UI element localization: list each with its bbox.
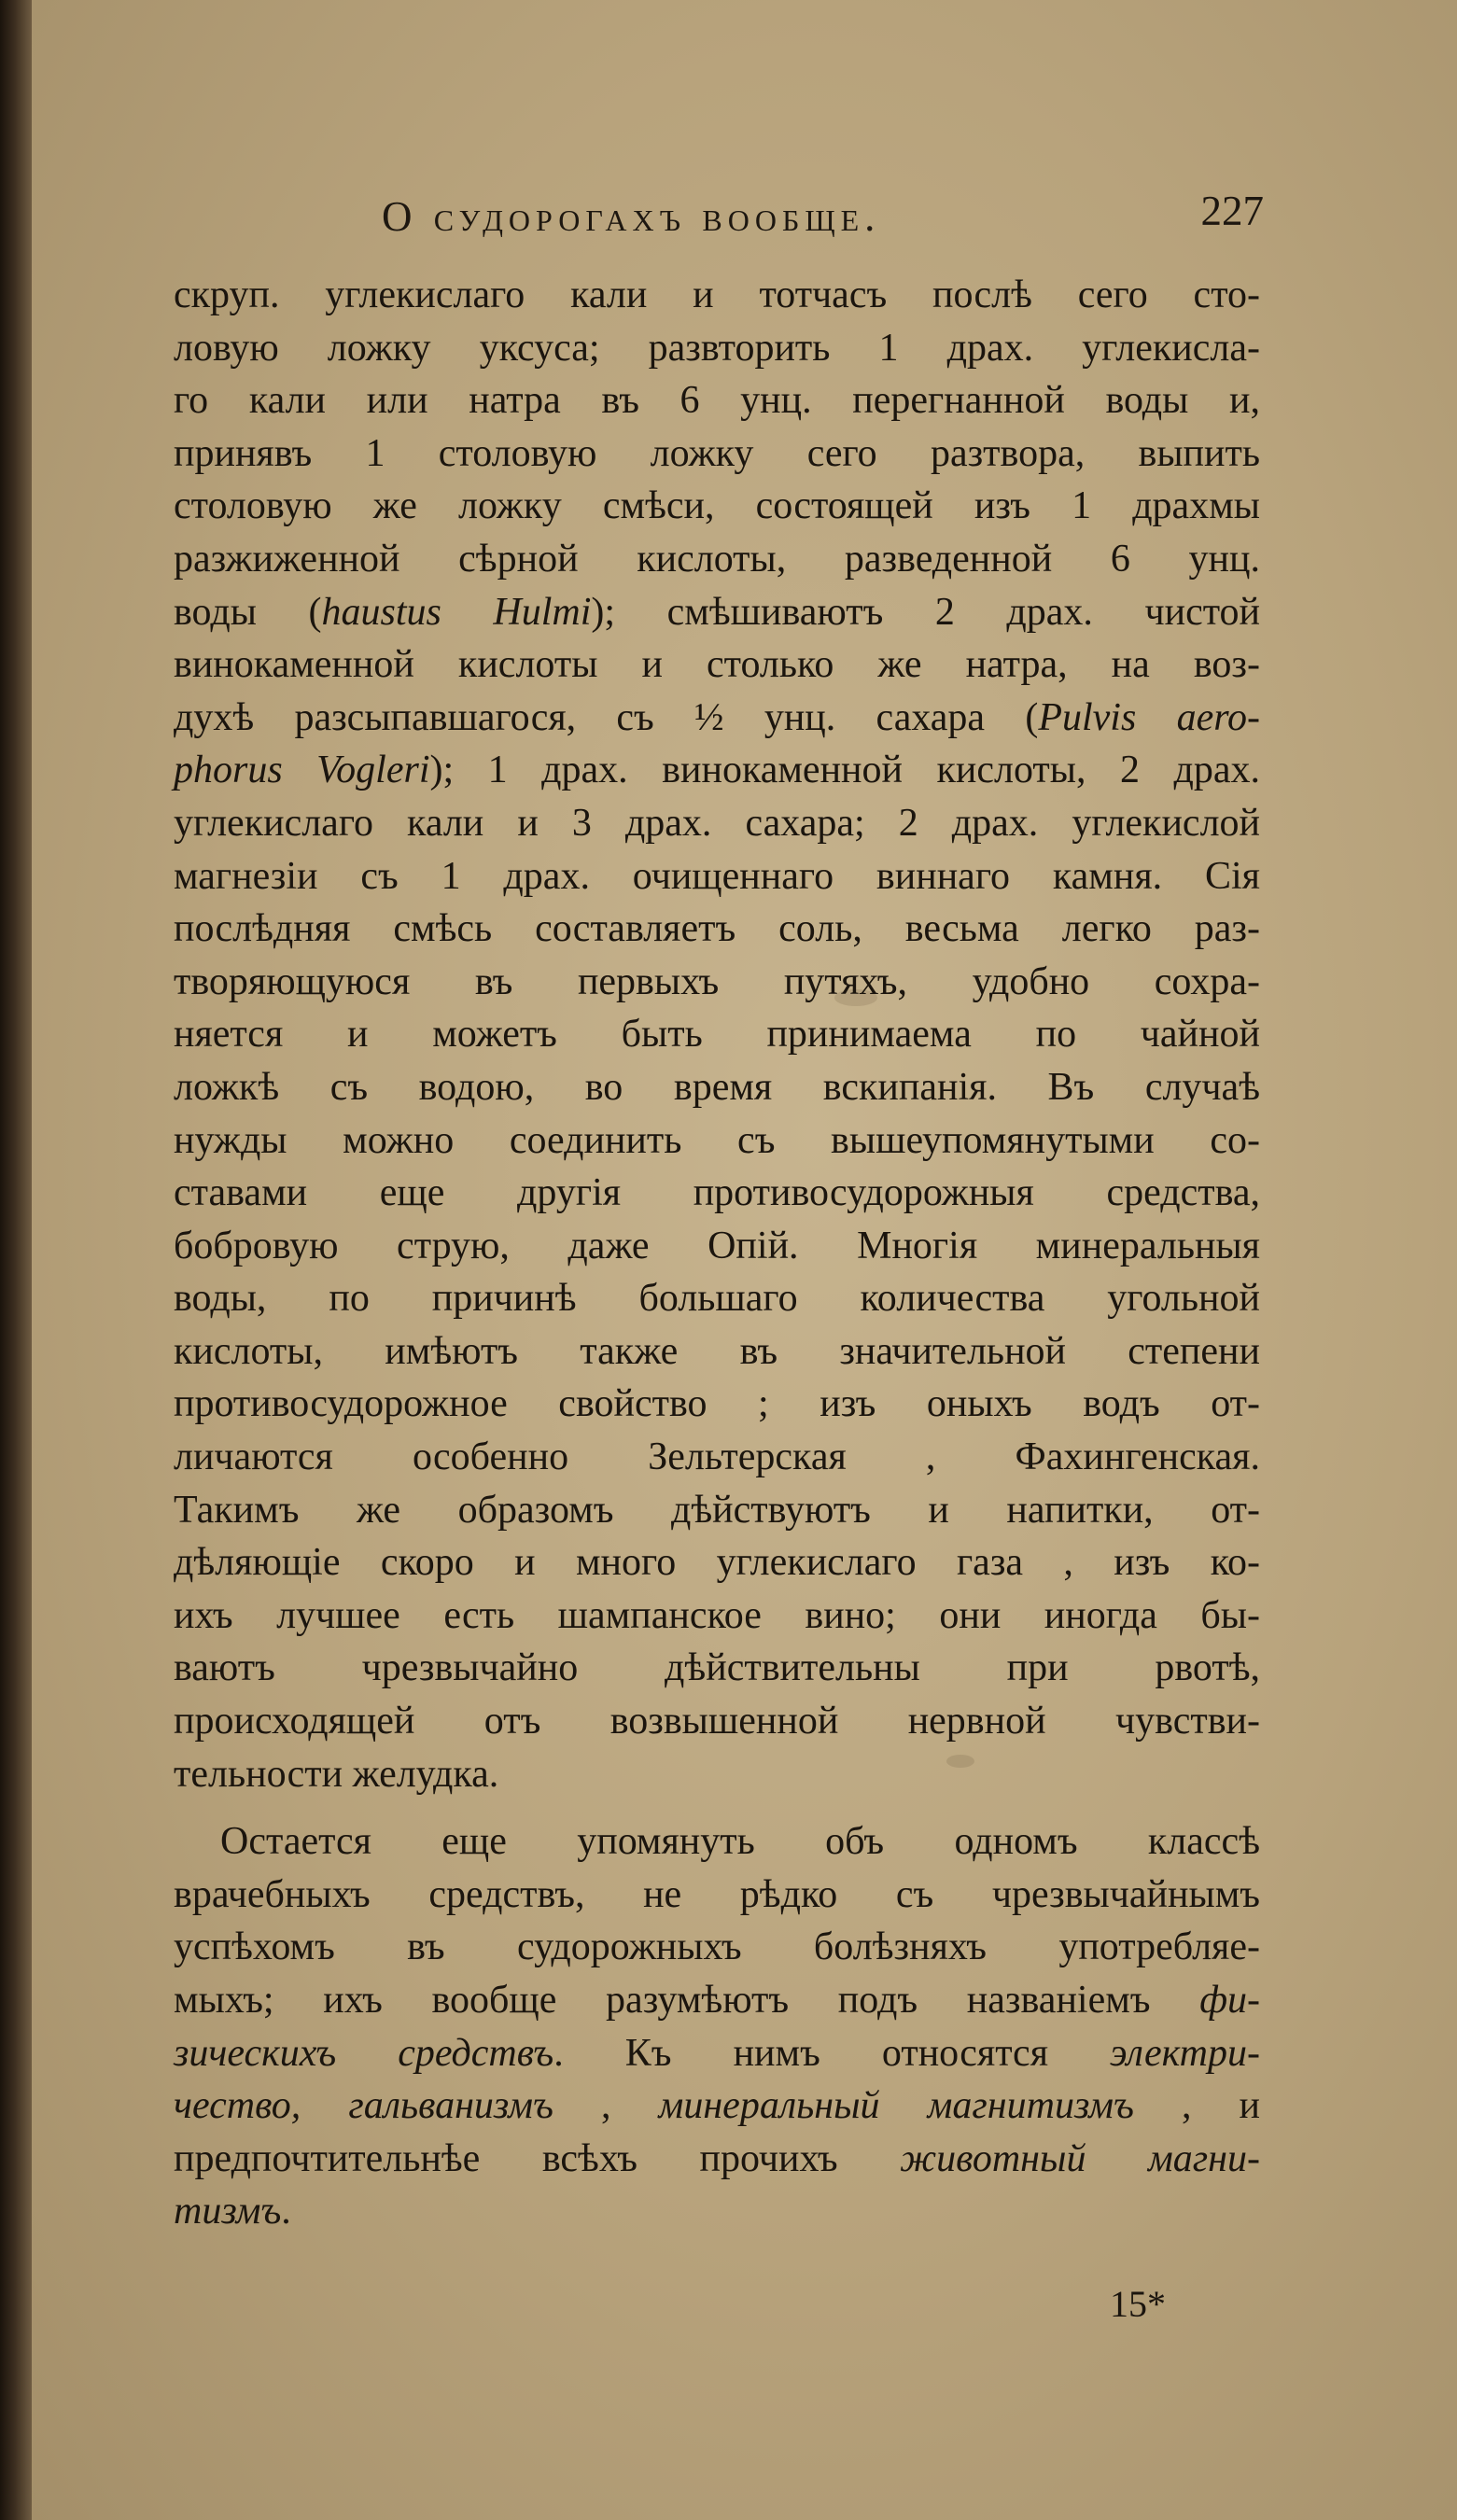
text-line bbox=[174, 1220, 1260, 1273]
text-line bbox=[174, 744, 1260, 797]
text-run: кислоты, имѣютъ также въ значительной степени bbox=[174, 1329, 1260, 1373]
text-line bbox=[174, 1589, 1260, 1643]
italic-text-run: минеральный магнитизмъ bbox=[658, 2084, 1134, 2128]
text-line bbox=[174, 2079, 1260, 2133]
text-run: успѣхомъ въ судорожныхъ болѣзняхъ употребляе- bbox=[174, 1925, 1260, 1969]
text-line bbox=[174, 269, 1260, 322]
text-run: няется и можетъ быть принимаема по чайной bbox=[174, 1013, 1260, 1057]
text-line bbox=[174, 1695, 1260, 1748]
text-run: разжиженной сѣрной кислоты, разведенной 6 унц. bbox=[174, 537, 1260, 581]
text-run: личаются особенно Зельтерская , Фахингенская. bbox=[174, 1435, 1260, 1479]
text-line bbox=[174, 586, 1260, 639]
text-run: воды ( bbox=[174, 590, 322, 634]
text-run: врачебныхъ средствъ, не рѣдко съ чрезвычайнымъ bbox=[174, 1872, 1260, 1916]
italic-text-run: тизмъ bbox=[174, 2190, 282, 2233]
text-line bbox=[174, 533, 1260, 586]
italic-text-run: электри- bbox=[1110, 2031, 1260, 2075]
text-line bbox=[174, 797, 1260, 850]
text-run: ихъ лучшее есть шампанское вино; они иногда бы- bbox=[174, 1593, 1260, 1637]
text-run: , bbox=[553, 2084, 659, 2128]
text-run: ставами еще другія противосудорожныя средства, bbox=[174, 1171, 1260, 1215]
text-line bbox=[174, 1536, 1260, 1589]
text-line bbox=[174, 1378, 1260, 1431]
text-run: предпочтительнѣе всѣхъ прочихъ bbox=[174, 2136, 901, 2180]
text-line bbox=[174, 903, 1260, 956]
text-line bbox=[174, 2027, 1260, 2080]
text-line bbox=[174, 1642, 1260, 1695]
text-run: дѣляющіе скоро и много углекислаго газа , изъ ко- bbox=[174, 1541, 1260, 1585]
text-line bbox=[174, 1815, 1260, 1869]
text-line bbox=[174, 956, 1260, 1009]
text-run: мыхъ; ихъ вообще разумѣютъ подъ названіемъ bbox=[174, 1979, 1200, 2022]
text-line bbox=[174, 322, 1260, 375]
text-run: творяющуюся въ первыхъ путяхъ, удобно сохра- bbox=[174, 959, 1260, 1003]
text-line bbox=[174, 1061, 1260, 1114]
text-run: ); 1 драх. винокаменной кислоты, 2 драх. bbox=[429, 749, 1260, 792]
printer-signature-mark: 15* bbox=[1110, 2283, 1166, 2325]
text-run: скруп. углекислаго кали и тотчасъ послѣ сего сто- bbox=[174, 273, 1260, 316]
text-line bbox=[174, 1869, 1260, 1922]
text-line bbox=[174, 2133, 1260, 2186]
text-run: нужды можно соединить съ вышеупомянутыми со- bbox=[174, 1118, 1260, 1162]
scan-binding-edge bbox=[0, 0, 32, 2520]
text-run: винокаменной кислоты и столько же натра, на воз- bbox=[174, 643, 1260, 687]
text-run: ); смѣшиваютъ 2 драх. чистой bbox=[591, 590, 1260, 634]
text-line bbox=[174, 1484, 1260, 1537]
text-run: столовую же ложку смѣси, состоящей изъ 1 драхмы bbox=[174, 484, 1260, 528]
italic-text-run: haustus Hulmi bbox=[321, 590, 592, 634]
text-line bbox=[174, 1921, 1260, 1974]
italic-text-run: чество, гальванизмъ bbox=[174, 2084, 553, 2128]
text-run: ваютъ чрезвычайно дѣйствительны при рвотѣ, bbox=[174, 1646, 1260, 1690]
text-run: тельности желудка. bbox=[174, 1752, 499, 1796]
italic-text-run: зическихъ средствъ bbox=[174, 2031, 554, 2075]
text-line bbox=[174, 427, 1260, 481]
text-run: . Къ нимъ относятся bbox=[553, 2031, 1111, 2075]
text-line bbox=[174, 1272, 1260, 1325]
text-line bbox=[174, 692, 1260, 745]
text-line bbox=[174, 1167, 1260, 1220]
text-run: Остается еще упомянуть объ одномъ классѣ bbox=[220, 1820, 1260, 1864]
italic-text-run: фи- bbox=[1199, 1979, 1260, 2022]
text-line bbox=[174, 480, 1260, 533]
book-page bbox=[32, 0, 1457, 2520]
text-line bbox=[174, 1748, 1260, 1801]
paragraph-gap bbox=[174, 1800, 1260, 1815]
text-line bbox=[174, 1431, 1260, 1484]
text-run: ловую ложку уксуса; развторить 1 драх. углекисла- bbox=[174, 326, 1260, 370]
page-number: 227 bbox=[1200, 188, 1264, 234]
text-run: ложкѣ съ водою, во время вскипанія. Въ случаѣ bbox=[174, 1065, 1260, 1109]
text-line bbox=[174, 1114, 1260, 1168]
running-header bbox=[200, 188, 1264, 248]
text-line bbox=[174, 1008, 1260, 1061]
text-run: Такимъ же образомъ дѣйствуютъ и напитки, от- bbox=[174, 1488, 1260, 1532]
text-run: воды, по причинѣ большаго количества угольной bbox=[174, 1277, 1260, 1321]
text-run: послѣдняя смѣсь составляетъ соль, весьма легко раз- bbox=[174, 907, 1260, 951]
text-run: . bbox=[281, 2190, 291, 2233]
italic-text-run: phorus Vogleri bbox=[174, 749, 430, 792]
text-run: происходящей отъ возвышенной нервной чувстви- bbox=[174, 1700, 1260, 1743]
text-line bbox=[174, 374, 1260, 427]
text-run: принявъ 1 столовую ложку сего разтвора, выпить bbox=[174, 431, 1260, 475]
running-title: О судорогахъ вообще. bbox=[382, 193, 881, 240]
text-run: углекислаго кали и 3 драх. сахара; 2 драх. углекислой bbox=[174, 801, 1260, 845]
italic-text-run: Pulvis aero- bbox=[1038, 695, 1260, 739]
body-text bbox=[174, 269, 1260, 2238]
text-line bbox=[174, 1325, 1260, 1379]
text-run: го кали или натра въ 6 унц. перегнанной воды и, bbox=[174, 379, 1260, 423]
text-line bbox=[174, 2185, 1260, 2238]
text-run: духѣ разсыпавшагося, съ ½ унц. сахара ( bbox=[174, 695, 1039, 739]
text-line bbox=[174, 850, 1260, 903]
text-run: , и bbox=[1133, 2084, 1261, 2128]
text-run: противосудорожное свойство ; изъ оныхъ водъ от- bbox=[174, 1382, 1260, 1426]
text-line bbox=[174, 638, 1260, 692]
text-run: бобровую струю, даже Опій. Многія минеральныя bbox=[174, 1224, 1260, 1267]
italic-text-run: животный магни- bbox=[900, 2136, 1260, 2180]
text-run: магнезіи съ 1 драх. очищеннаго виннаго камня. Сія bbox=[174, 854, 1260, 898]
text-line bbox=[174, 1974, 1260, 2027]
